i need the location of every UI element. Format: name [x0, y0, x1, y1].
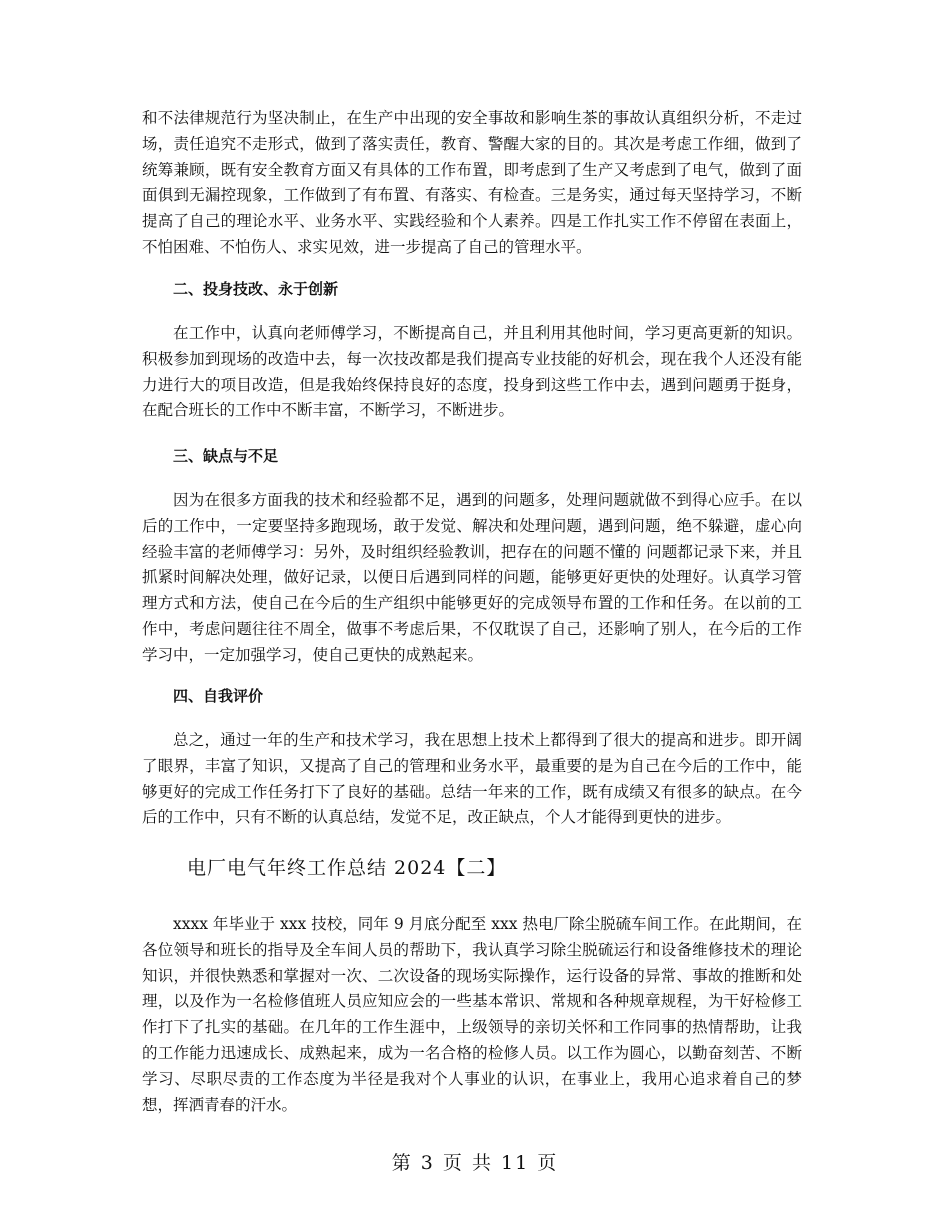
section-body-self-evaluation: 总之，通过一年的生产和技术学习，我在思想上技术上都得到了很大的提高和进步。即开阔了眼界，丰富了知识，又提高了自己的管理和业务水平，最重要的是为自己在今后的工作中，能够更好的完成工作任务打下了良好的基础。总结一年来的工作，既有成绩又有很多的缺点。在今后的工作中，只有不断的认真总结，发觉不足，改正缺点，个人才能得到更快的进步。: [142, 731, 802, 827]
section-heading-shortcomings: 三、缺点与不足: [173, 447, 279, 465]
body-paragraph-continued: 和不法律规范行为坚决制止，在生产中出现的安全事故和影响生茶的事故认真组织分析，不走过场，责任追究不走形式，做到了落实责任，教育、警醒大家的目的。其次是考虑工作细，做到了统筹兼顾，既有安全教育方面又有具体的工作布置，即考虑到了生产又考虑到了电气，做到了面面俱到无漏控现象，工作做到了有布置、有落实、有检查。三是务实，通过每天坚持学习，不断提高了自己的理论水平、业务水平、实践经验和个人素养。四是工作扎实工作不停留在表面上，不怕困难、不怕伤人、求实见效，进一步提高了自己的管理水平。: [142, 109, 802, 256]
page-footer: 第 3 页 共 11 页: [391, 1152, 559, 1174]
section-heading-self-evaluation: 四、自我评价: [173, 687, 264, 705]
document-title: 电厂电气年终工作总结 2024【二】: [187, 857, 507, 879]
section-body-shortcomings: 因为在很多方面我的技术和经验都不足，遇到的问题多，处理问题就做不到得心应手。在以后的工作中，一定要坚持多跑现场，敢于发觉、解决和处理问题，遇到问题，绝不躲避，虚心向经验丰富的老师傅学习：另外，及时组织经验教训，把存在的问题不懂的 问题都记录下来，并且抓紧时间解决处理，做好记录，以便日后遇到同样的问题，能够更好更快的处理好。认真学习管理方式和方法，使自己在今后的生产组织中能够更好的完成领导布置的工作和任务。在以前的工作中，考虑问题往往不周全，做事不考虑后果，不仅耽误了自己，还影响了别人，在今后的工作学习中，一定加强学习，使自己更快的成熟起来。: [142, 491, 802, 664]
section-heading-innovation: 二、投身技改、永于创新: [173, 280, 339, 298]
section-body-innovation: 在工作中，认真向老师傅学习，不断提高自己，并且利用其他时间，学习更高更新的知识。积极参加到现场的改造中去，每一次技改都是我们提高专业技能的好机会，现在我个人还没有能力进行大的项目改造，但是我始终保持良好的态度，投身到这些工作中去，遇到问题勇于挺身，在配合班长的工作中不断丰富，不断学习，不断进步。: [142, 324, 802, 420]
intro-paragraph: xxxx 年毕业于 xxx 技校，同年 9 月底分配至 xxx 热电厂除尘脱硫车间工作。在此期间，在各位领导和班长的指导及全车间人员的帮助下，我认真学习除尘脱硫运行和设备维修技术的理论知识，并很快熟悉和掌握对一次、二次设备的现场实际操作，运行设备的异常、事故的推断和处理，以及作为一名检修值班人员应知应会的一些基本常识、常规和各种规章规程，为干好检修工作打下了扎实的基础。在几年的工作生涯中，上级领导的亲切关怀和工作同事的热情帮助，让我的工作能力迅速成长、成熟起来，成为一名合格的检修人员。以工作为圆心，以勤奋刻苦、不断学习、尽职尽责的工作态度为半径是我对个人事业的认识，在事业上，我用心追求着自己的梦想，挥洒青春的汗水。: [142, 915, 802, 1114]
